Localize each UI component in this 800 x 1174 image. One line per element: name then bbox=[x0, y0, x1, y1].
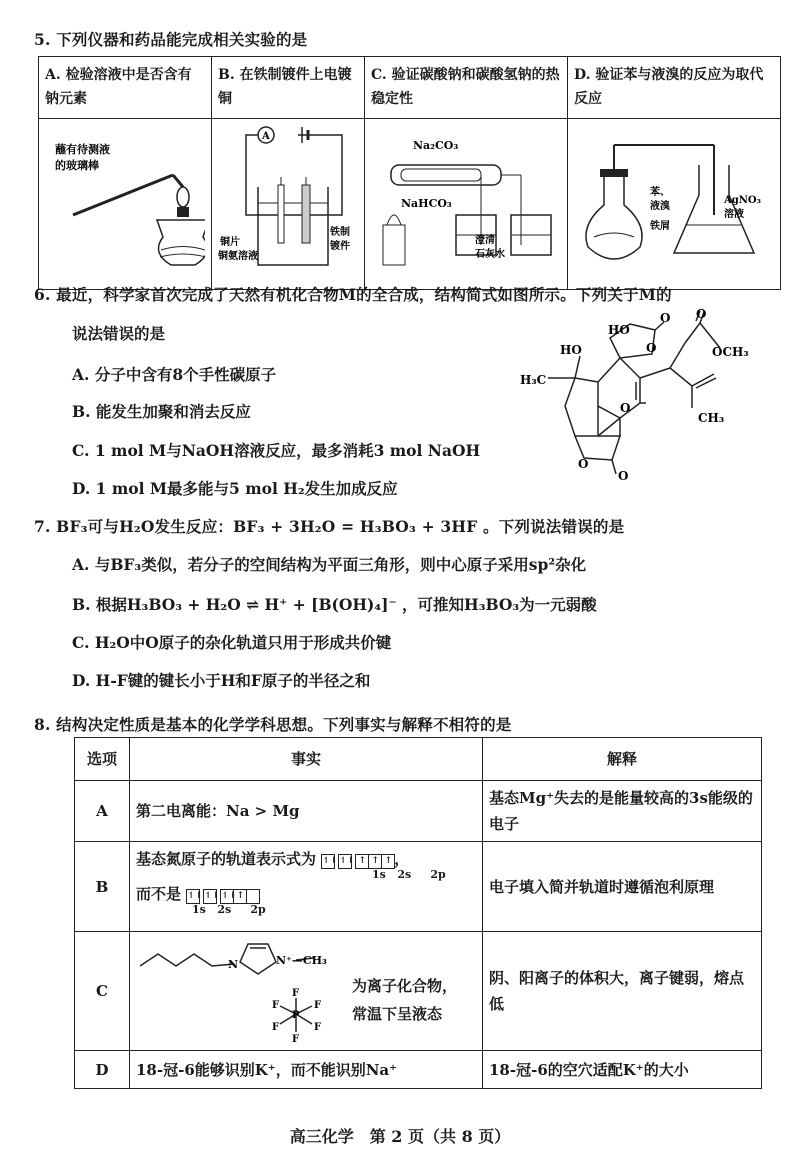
q8-row-c-fact bbox=[130, 932, 483, 1051]
q8-b-sub2-1s: 1s bbox=[192, 903, 206, 916]
q6-label-o-4: O bbox=[578, 457, 589, 471]
q6-label-o-1: O bbox=[660, 311, 671, 325]
q6-option-d: D. 1 mol M最多能与5 mol H₂发生加成反应 bbox=[72, 479, 398, 498]
q8-b-sub-2p: 2p bbox=[430, 868, 446, 881]
q8-row-a-explain: 基态Mg⁺失去的是能量较高的3s能级的电子 bbox=[483, 781, 762, 842]
q8-row-b-fact-2: 而不是 bbox=[136, 885, 182, 903]
q5-table bbox=[38, 56, 781, 290]
q8-row-c-explain: 阴、阳离子的体积大，离子键弱，熔点低 bbox=[483, 932, 762, 1051]
q8-c-f6: F bbox=[292, 1034, 300, 1045]
q8-row-b-explain: 电子填入简并轨道时遵循泡利原理 bbox=[483, 842, 762, 932]
q8-c-f3: F bbox=[314, 1000, 322, 1011]
q8-row-d-explain: 18-冠-6的空穴适配K⁺的大小 bbox=[483, 1051, 762, 1089]
q8-c-cation-label: N⁺—CH₃ bbox=[276, 954, 327, 967]
q8-c-f2: F bbox=[272, 1000, 280, 1011]
q5-diagram-c bbox=[365, 119, 568, 290]
q5-diagram-b bbox=[212, 119, 365, 290]
q8-c-f4: F bbox=[272, 1022, 280, 1033]
q8-header-fact: 事实 bbox=[130, 738, 483, 781]
ionic-liquid-structure bbox=[136, 936, 356, 1046]
q8-b-sub-2s: 2s bbox=[397, 868, 412, 881]
q5-option-d: D. 验证苯与液溴的反应为取代反应 bbox=[568, 57, 781, 119]
q5d-label-bromine: 液溴 bbox=[650, 201, 670, 212]
q5b-label-iron-1: 铁制 bbox=[330, 227, 350, 238]
q6-structure-diagram bbox=[520, 308, 770, 488]
q6-label-ch3: CH₃ bbox=[698, 411, 725, 425]
q8-header-explain: 解释 bbox=[483, 738, 762, 781]
q8-b-sub2-2p: 2p bbox=[250, 903, 266, 916]
q8-c-n-label: N bbox=[228, 958, 239, 971]
q5-option-b: B. 在铁制镀件上电镀铜 bbox=[212, 57, 365, 119]
q6-label-o-5: O bbox=[618, 469, 629, 483]
q5d-label-benzene: 苯、 bbox=[650, 187, 670, 198]
q5-option-c: C. 验证碳酸钠和碳酸氢钠的热稳定性 bbox=[365, 57, 568, 119]
q6-option-b: B. 能发生加聚和消去反应 bbox=[72, 402, 251, 421]
q6-label-o-2: O bbox=[696, 308, 707, 321]
q5-diagram-a bbox=[39, 119, 212, 290]
q8-row-c-fact-text: 为离子化合物，常温下呈液态 bbox=[352, 977, 458, 1023]
q8-row-d-fact: 18-冠-6能够识别K⁺，而不能识别Na⁺ bbox=[130, 1051, 483, 1089]
q6-label-h3c: H₃C bbox=[520, 373, 547, 387]
q5d-label-solution: 溶液 bbox=[724, 209, 744, 220]
q8-row-c-opt: C bbox=[75, 932, 130, 1051]
q7-option-b: B. 根据H₃BO₃ + H₂O ⇌ H⁺ + [B(OH)₄]⁻ ，可推知H₃BO₃为一元弱酸 bbox=[72, 595, 597, 614]
q8-c-f5: F bbox=[314, 1022, 322, 1033]
q6-option-c: C. 1 mol M与NaOH溶液反应，最多消耗3 mol NaOH bbox=[72, 441, 481, 460]
q8-row-a-fact: 第二电离能：Na > Mg bbox=[130, 781, 483, 842]
q5b-label-copper: 铜片 bbox=[220, 237, 240, 248]
q6-label-och3: OCH₃ bbox=[712, 345, 749, 359]
q7-option-a: A. 与BF₃类似，若分子的空间结构为平面三角形，则中心原子采用sp²杂化 bbox=[72, 555, 587, 574]
orbital-diagram-wrong: ↿⇂ ↿⇂ ↿⇂↑ bbox=[186, 882, 259, 908]
q8-b-sub2-2s: 2s bbox=[217, 903, 232, 916]
q5b-label-solution: 铜氨溶液 bbox=[218, 251, 258, 262]
q5c-label-lime-1: 澄清 bbox=[475, 235, 495, 246]
q8-row-b-fact-1: 基态氮原子的轨道表示式为 bbox=[136, 850, 317, 868]
q8-table bbox=[74, 737, 762, 1089]
q6-label-o-6: O bbox=[620, 401, 631, 415]
q5-option-a: A. 检验溶液中是否含有钠元素 bbox=[39, 57, 212, 119]
q8-row-a-opt: A bbox=[75, 781, 130, 842]
page-footer: 高三化学 第 2 页（共 8 页） bbox=[289, 1127, 511, 1146]
q8-stem: 8. 结构决定性质是基本的化学学科思想。下列事实与解释不相符的是 bbox=[34, 715, 512, 734]
q8-c-f1: F bbox=[292, 988, 300, 999]
q5b-label-iron-2: 镀件 bbox=[330, 241, 350, 252]
q5c-label-nahco3: NaHCO₃ bbox=[401, 197, 452, 210]
q8-row-d-opt: D bbox=[75, 1051, 130, 1089]
q6-option-a: A. 分子中含有8个手性碳原子 bbox=[72, 365, 277, 384]
q7-option-c: C. H₂O中O原子的杂化轨道只用于形成共价键 bbox=[72, 633, 392, 652]
q5c-label-na2co3: Na₂CO₃ bbox=[413, 139, 459, 152]
q8-row-b-fact: 基态氮原子的轨道表示式为 ↿⇂ ↿⇂ ↑ ↑ ↑ ， 1s 2s 2p 而不是 ↿⇂ ↿⇂ ↿⇂↑ 1s 2s 2p bbox=[130, 842, 483, 932]
q6-label-ho-2: HO bbox=[560, 343, 582, 357]
q7-stem: 7. BF₃可与H₂O发生反应：BF₃ + 3H₂O = H₃BO₃ + 3HF 。下列说法错误的是 bbox=[34, 517, 625, 536]
q5d-label-iron: 铁屑 bbox=[650, 221, 670, 232]
q5a-label-2: 的玻璃棒 bbox=[55, 159, 99, 172]
q5c-label-lime-2: 石灰水 bbox=[475, 249, 505, 260]
orbital-diagram-correct: ↿⇂ ↿⇂ ↑ ↑ ↑ bbox=[321, 847, 394, 873]
q5a-label-1: 蘸有待测液 bbox=[55, 143, 110, 156]
q6-stem-line2: 说法错误的是 bbox=[72, 324, 166, 343]
q6-label-ho-1: HO bbox=[608, 323, 630, 337]
q8-c-p: P bbox=[292, 1010, 300, 1021]
q8-b-sub-1s: 1s bbox=[372, 868, 386, 881]
q8-row-b-opt: B bbox=[75, 842, 130, 932]
q5d-label-agno3: AgNO₃ bbox=[724, 195, 761, 206]
q5-stem: 5. 下列仪器和药品能完成相关实验的是 bbox=[34, 30, 308, 49]
q5-diagram-d bbox=[568, 119, 781, 290]
q5b-ammeter: A bbox=[262, 131, 270, 142]
q6-stem-line1: 6. 最近，科学家首次完成了天然有机化合物M的全合成，结构简式如图所示。下列关于M的 bbox=[34, 285, 672, 304]
q6-label-o-3: O bbox=[646, 341, 657, 355]
q8-header-option: 选项 bbox=[75, 738, 130, 781]
q7-option-d: D. H-F键的键长小于H和F原子的半径之和 bbox=[72, 671, 371, 690]
